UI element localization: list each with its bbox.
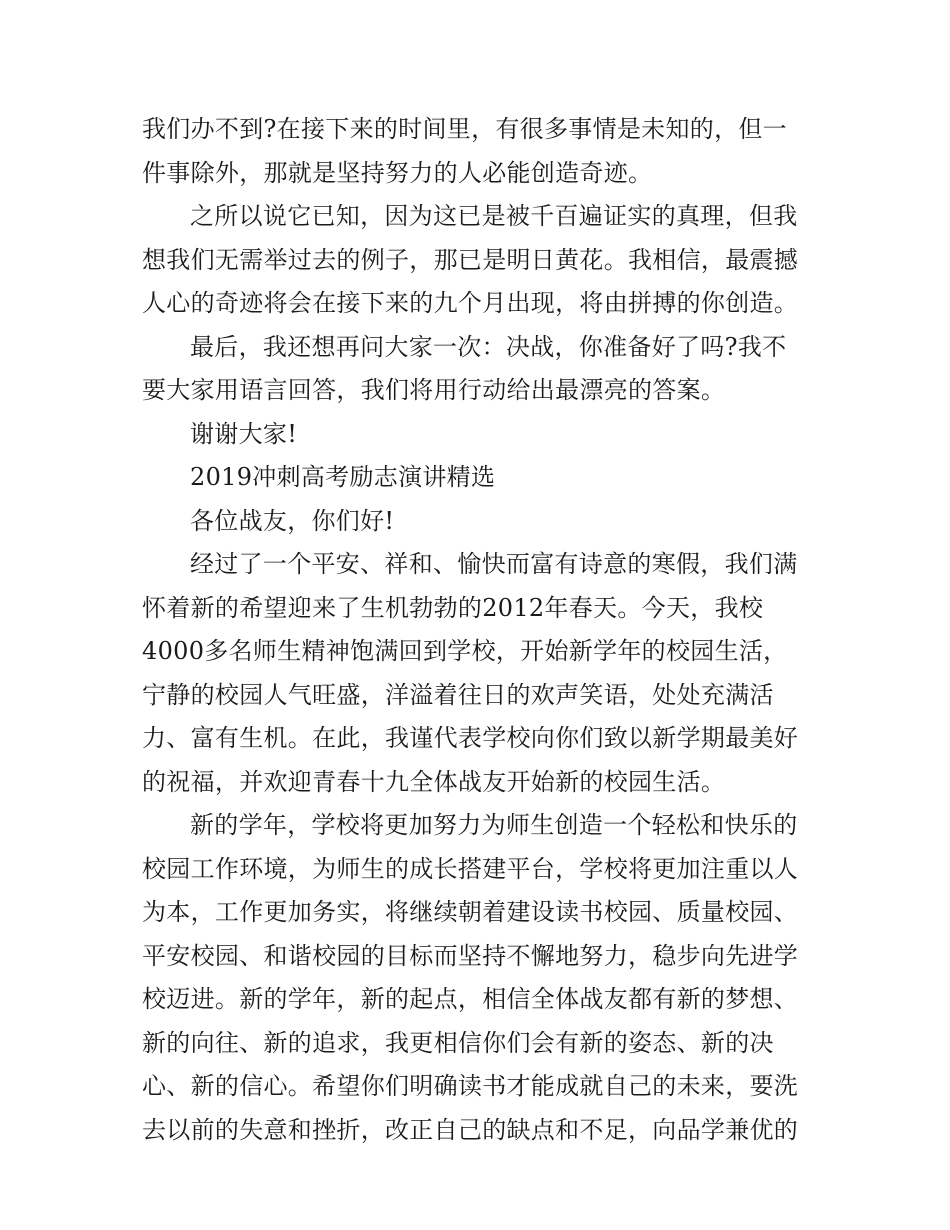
text-line: 校迈进。新的学年，新的起点，相信全体战友都有新的梦想、 <box>142 985 799 1013</box>
text-line: 宁静的校园人气旺盛，洋溢着往日的欢声笑语，处处充满活 <box>142 680 774 709</box>
text-line: 怀着新的希望迎来了生机勃勃的2012年春天。今天，我校 <box>142 593 764 622</box>
text-line: 为本，工作更加务实，将继续朝着建设读书校园、质量校园、 <box>142 898 799 926</box>
text-line: 件事除外，那就是坚持努力的人必能创造奇迹。 <box>142 158 653 187</box>
text-line: 平安校园、和谐校园的目标而坚持不懈地努力，稳步向先进学 <box>142 941 799 970</box>
body-text <box>142 108 814 1152</box>
text-line: 2019冲刺高考励志演讲精选 <box>190 463 496 491</box>
text-line: 我们办不到?在接下来的时间里，有很多事情是未知的，但一 <box>142 115 787 143</box>
text-line: 新的学年，学校将更加努力为师生创造一个轻松和快乐的 <box>190 811 798 839</box>
text-line: 要大家用语言回答，我们将用行动给出最漂亮的答案。 <box>142 376 726 404</box>
text-line: 各位战友，你们好! <box>190 506 395 535</box>
text-line: 的祝福，并欢迎青春十九全体战友开始新的校园生活。 <box>142 767 726 796</box>
text-line: 力、富有生机。在此，我谨代表学校向你们致以新学期最美好 <box>142 724 799 752</box>
text-line: 4000多名师生精神饱满回到学校，开始新学年的校园生活， <box>142 637 788 665</box>
text-line: 校园工作环境，为师生的成长搭建平台，学校将更加注重以人 <box>142 854 799 883</box>
text-line: 之所以说它已知，因为这已是被千百遍证实的真理，但我 <box>190 202 798 230</box>
text-line: 人心的奇迹将会在接下来的九个月出现，将由拼搏的你创造。 <box>142 289 799 317</box>
text-line: 最后，我还想再问大家一次：决战，你准备好了吗?我不 <box>190 332 787 361</box>
text-line: 去以前的失意和挫折，改正自己的缺点和不足，向品学兼优的 <box>142 1115 799 1144</box>
text-line: 心、新的信心。希望你们明确读书才能成就自己的未来，要洗 <box>142 1072 799 1100</box>
text-line: 谢谢大家! <box>190 419 298 448</box>
text-line: 想我们无需举过去的例子，那已是明日黄花。我相信，最震撼 <box>142 245 799 274</box>
text-line: 新的向往、新的追求，我更相信你们会有新的姿态、新的决 <box>142 1028 774 1057</box>
text-line: 经过了一个平安、祥和、愉快而富有诗意的寒假，我们满 <box>190 550 798 578</box>
